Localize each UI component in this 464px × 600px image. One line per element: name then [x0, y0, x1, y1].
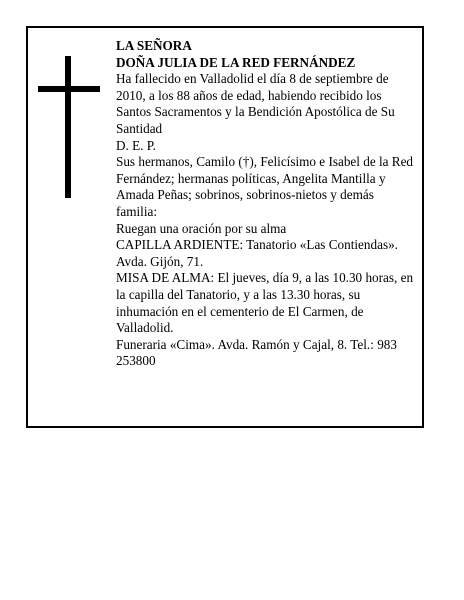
family-list: Sus hermanos, Camilo (†), Felicísimo e Isabel de la Red Fernández; hermanas políticas, Angelita Mantilla y Amada Peñas; sobrinos, sobrinos-nietos y demás familia: — [116, 154, 414, 219]
notice-title: LA SEÑORA — [116, 38, 192, 53]
cross-vertical-bar — [65, 56, 71, 198]
prayer-request: Ruegan una oración por su alma — [116, 220, 287, 236]
notice-body — [116, 38, 418, 370]
death-info: Ha fallecido en Valladolid el día 8 de septiembre de 2010, a los 88 años de edad, habiendo recibido los Santos Sacramentos y la Bendición Apostólica de Su Santidad — [116, 71, 395, 136]
mass-info: MISA DE ALMA: El jueves, día 9, a las 10.30 horas, en la capilla del Tanatorio, y a las 13.30 horas, su inhumación en el cementerio de El Carmen, de Valladolid. — [116, 270, 414, 336]
cross-horizontal-bar — [38, 86, 100, 92]
funeral-home-info: Funeraria «Cima». Avda. Ramón y Cajal, 8. Tel.: 983 253800 — [116, 336, 397, 369]
rip-line: D. E. P. — [116, 137, 156, 153]
obituary-notice — [26, 26, 424, 428]
deceased-name: DOÑA JULIA DE LA RED FERNÁNDEZ — [116, 54, 356, 70]
chapel-info: CAPILLA ARDIENTE: Tanatorio «Las Contiendas». Avda. Gijón, 71. — [116, 237, 398, 269]
cross-icon — [38, 56, 100, 198]
